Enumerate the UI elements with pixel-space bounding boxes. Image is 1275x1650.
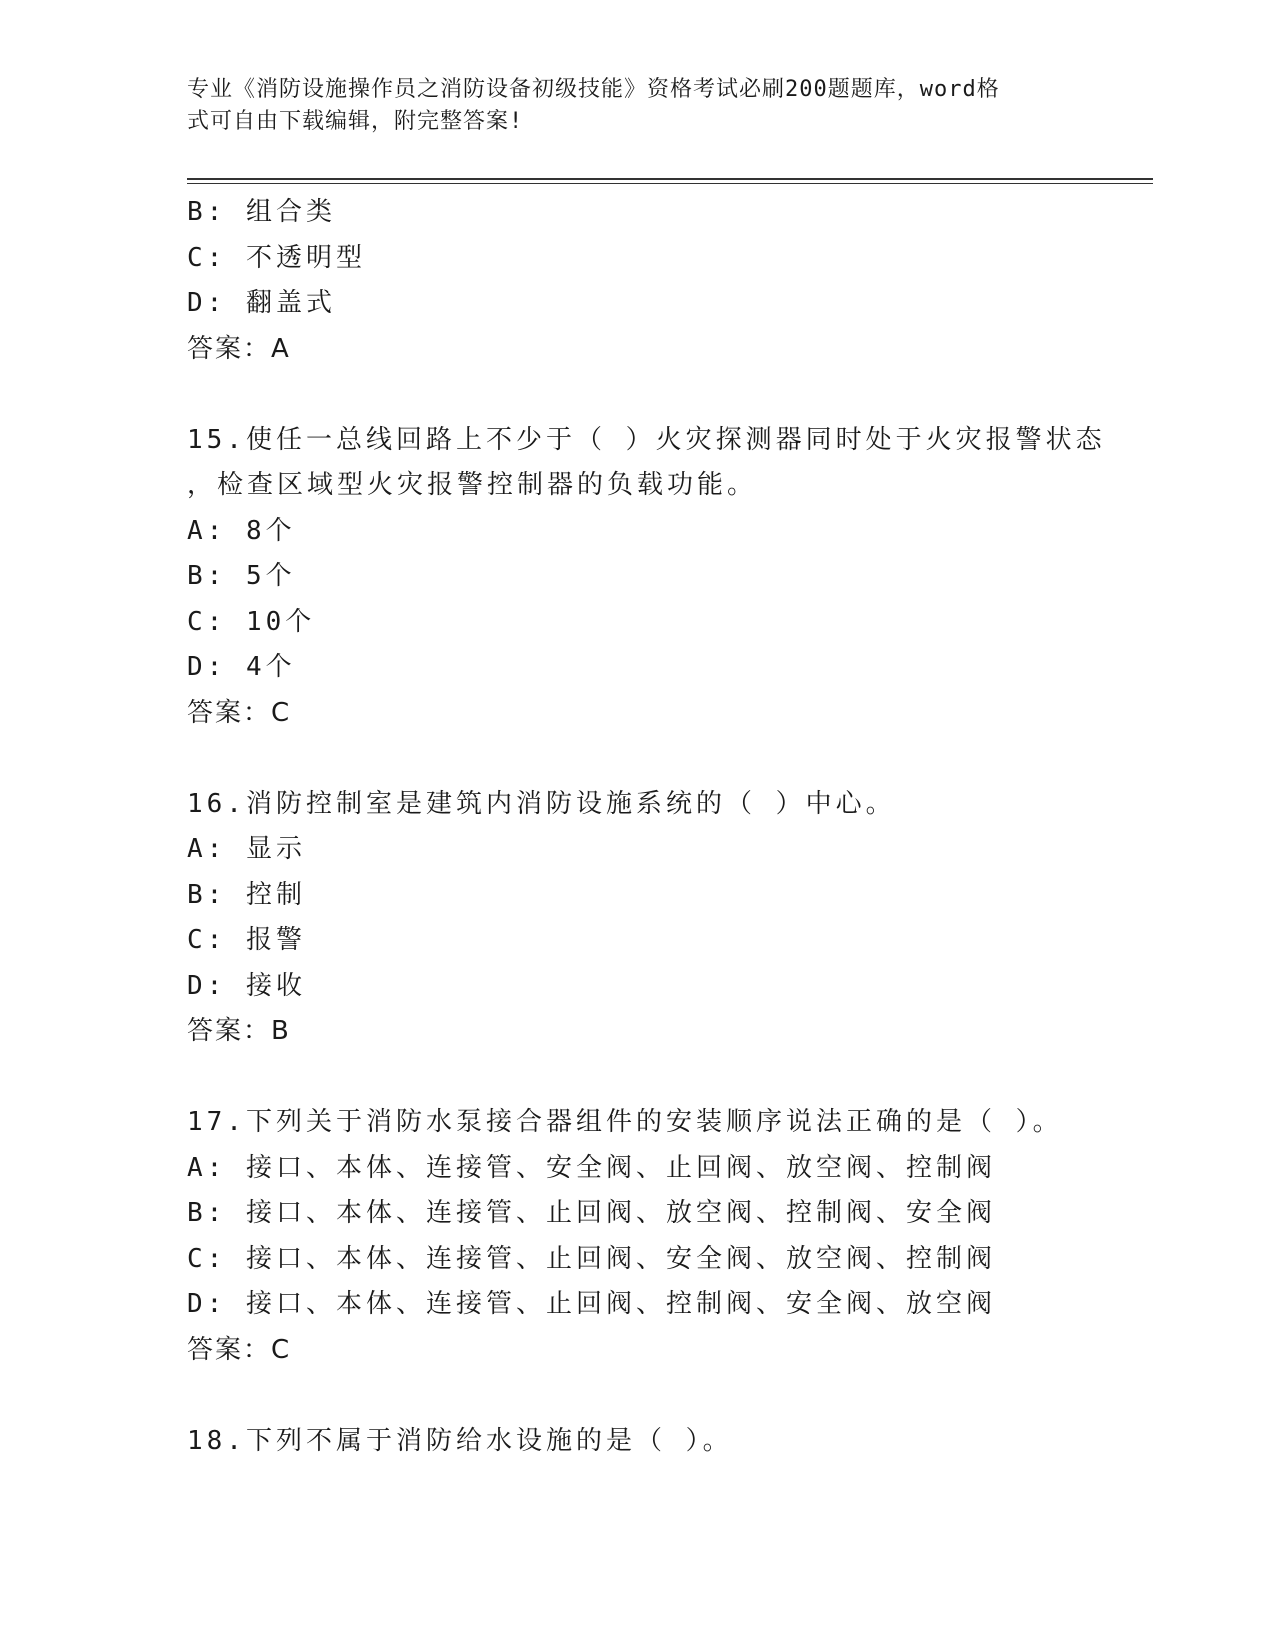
q17-option-d: D: 接口、本体、连接管、止回阀、控制阀、安全阀、放空阀 — [187, 1289, 996, 1319]
header-title-line-2: 式可自由下载编辑，附完整答案! — [187, 109, 524, 134]
q16-option-b: B: 控制 — [187, 879, 306, 910]
q16-stem: 16.消防控制室是建筑内消防设施系统的（ ）中心。 — [187, 788, 896, 819]
question-list — [187, 190, 1147, 1464]
question-17 — [187, 1100, 1147, 1373]
q15-option-c: C: 10个 — [187, 606, 316, 637]
q15-answer: 答案：C — [187, 697, 292, 728]
question-15 — [187, 418, 1147, 737]
spacer — [187, 1373, 1147, 1419]
header-divider-thin — [187, 183, 1153, 184]
q16-option-d: D: 接收 — [187, 970, 306, 1001]
question-14 — [187, 190, 1147, 372]
q16-answer: 答案：B — [187, 1016, 291, 1046]
q15-option-b: B: 5个 — [187, 561, 296, 591]
question-16 — [187, 782, 1147, 1055]
document-header — [187, 74, 1067, 138]
q17-option-c: C: 接口、本体、连接管、止回阀、安全阀、放空阀、控制阀 — [187, 1243, 996, 1274]
q17-stem: 17.下列关于消防水泵接合器组件的安装顺序说法正确的是（ ）。 — [187, 1107, 1063, 1137]
spacer — [187, 372, 1147, 418]
q16-option-c: C: 报警 — [187, 925, 306, 955]
q15-stem-line-1: 15.使任一总线回路上不少于（ ）火灾探测器同时处于火灾报警状态 — [187, 424, 1106, 455]
q18-stem: 18.下列不属于消防给水设施的是（ ）。 — [187, 1425, 733, 1456]
header-title-line-1: 专业《消防设施操作员之消防设备初级技能》资格考试必刷200题题库，word格 — [187, 77, 1000, 102]
q17-option-a: A: 接口、本体、连接管、安全阀、止回阀、放空阀、控制阀 — [187, 1152, 996, 1183]
spacer — [187, 1055, 1147, 1101]
q16-option-a: A: 显示 — [187, 834, 306, 864]
q17-answer: 答案：C — [187, 1334, 292, 1365]
q14-option-c: C: 不透明型 — [187, 242, 366, 273]
question-18 — [187, 1419, 1147, 1465]
q14-answer: 答案：A — [187, 333, 291, 364]
q17-option-b: B: 接口、本体、连接管、止回阀、放空阀、控制阀、安全阀 — [187, 1198, 996, 1228]
q14-option-b: B: 组合类 — [187, 197, 336, 227]
header-divider-thick — [187, 178, 1153, 180]
q15-option-a: A: 8个 — [187, 515, 296, 546]
q15-stem-line-2: ，检查区域型火灾报警控制器的负载功能。 — [187, 470, 758, 500]
q14-option-d: D: 翻盖式 — [187, 288, 336, 318]
spacer — [187, 736, 1147, 782]
q15-option-d: D: 4个 — [187, 652, 296, 682]
